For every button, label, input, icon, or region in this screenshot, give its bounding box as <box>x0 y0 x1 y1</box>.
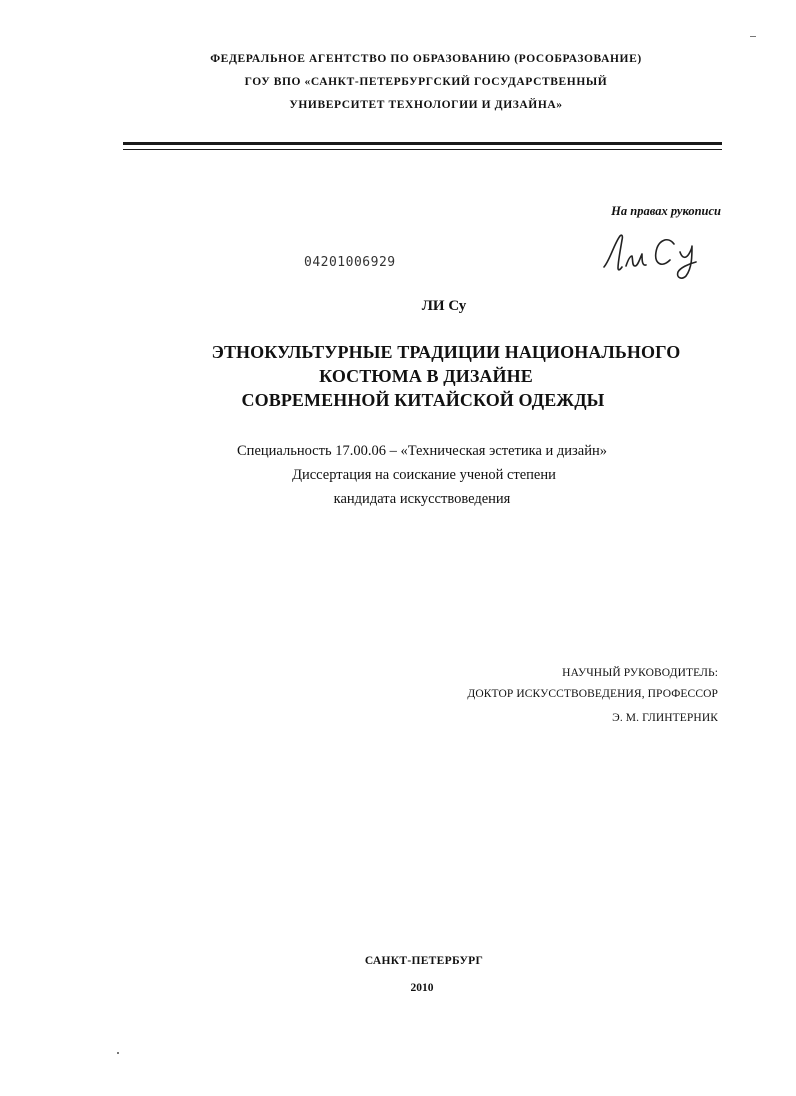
header-divider-thick <box>123 142 722 145</box>
agency-name: ФЕДЕРАЛЬНОЕ АГЕНТСТВО ПО ОБРАЗОВАНИЮ (РОСОБРАЗОВАНИЕ) <box>210 53 642 65</box>
degree-field-line: кандидата искусствоведения <box>333 491 511 507</box>
year: 2010 <box>410 982 434 994</box>
scan-speck <box>117 1052 119 1054</box>
university-line-2 <box>28 98 796 112</box>
degree-line: Диссертация на соискание ученой степени <box>292 467 556 483</box>
author-signature <box>596 222 726 282</box>
university-name-part-2: УНИВЕРСИТЕТ ТЕХНОЛОГИИ И ДИЗАЙНА» <box>289 99 563 111</box>
institution-header <box>28 52 796 66</box>
dissertation-title-line-3: СОВРЕМЕННОЙ КИТАЙСКОЙ ОДЕЖДЫ <box>241 390 605 410</box>
advisor-name: Э. М. ГЛИНТЕРНИК <box>612 712 718 724</box>
city: САНКТ-ПЕТЕРБУРГ <box>364 955 484 967</box>
author-name: ЛИ Су <box>421 298 467 314</box>
header-divider-thin <box>123 149 722 150</box>
specialty-line: Специальность 17.00.06 – «Техническая эстетика и дизайн» <box>237 443 607 459</box>
advisor-degree: ДОКТОР ИСКУССТВОВЕДЕНИЯ, ПРОФЕССОР <box>467 688 718 700</box>
archive-number: 04201006929 <box>304 255 396 270</box>
advisor-label: НАУЧНЫЙ РУКОВОДИТЕЛЬ: <box>562 667 718 679</box>
dissertation-title-line-1: ЭТНОКУЛЬТУРНЫЕ ТРАДИЦИИ НАЦИОНАЛЬНОГО <box>211 342 681 362</box>
university-name-part-1: ГОУ ВПО «САНКТ-ПЕТЕРБУРГСКИЙ ГОСУДАРСТВЕННЫЙ <box>244 76 608 88</box>
scan-speck <box>750 36 756 37</box>
university-line-1 <box>28 75 796 89</box>
dissertation-title-line-2: КОСТЮМА В ДИЗАЙНЕ <box>319 366 533 386</box>
manuscript-note: На правах рукописи <box>611 204 721 218</box>
